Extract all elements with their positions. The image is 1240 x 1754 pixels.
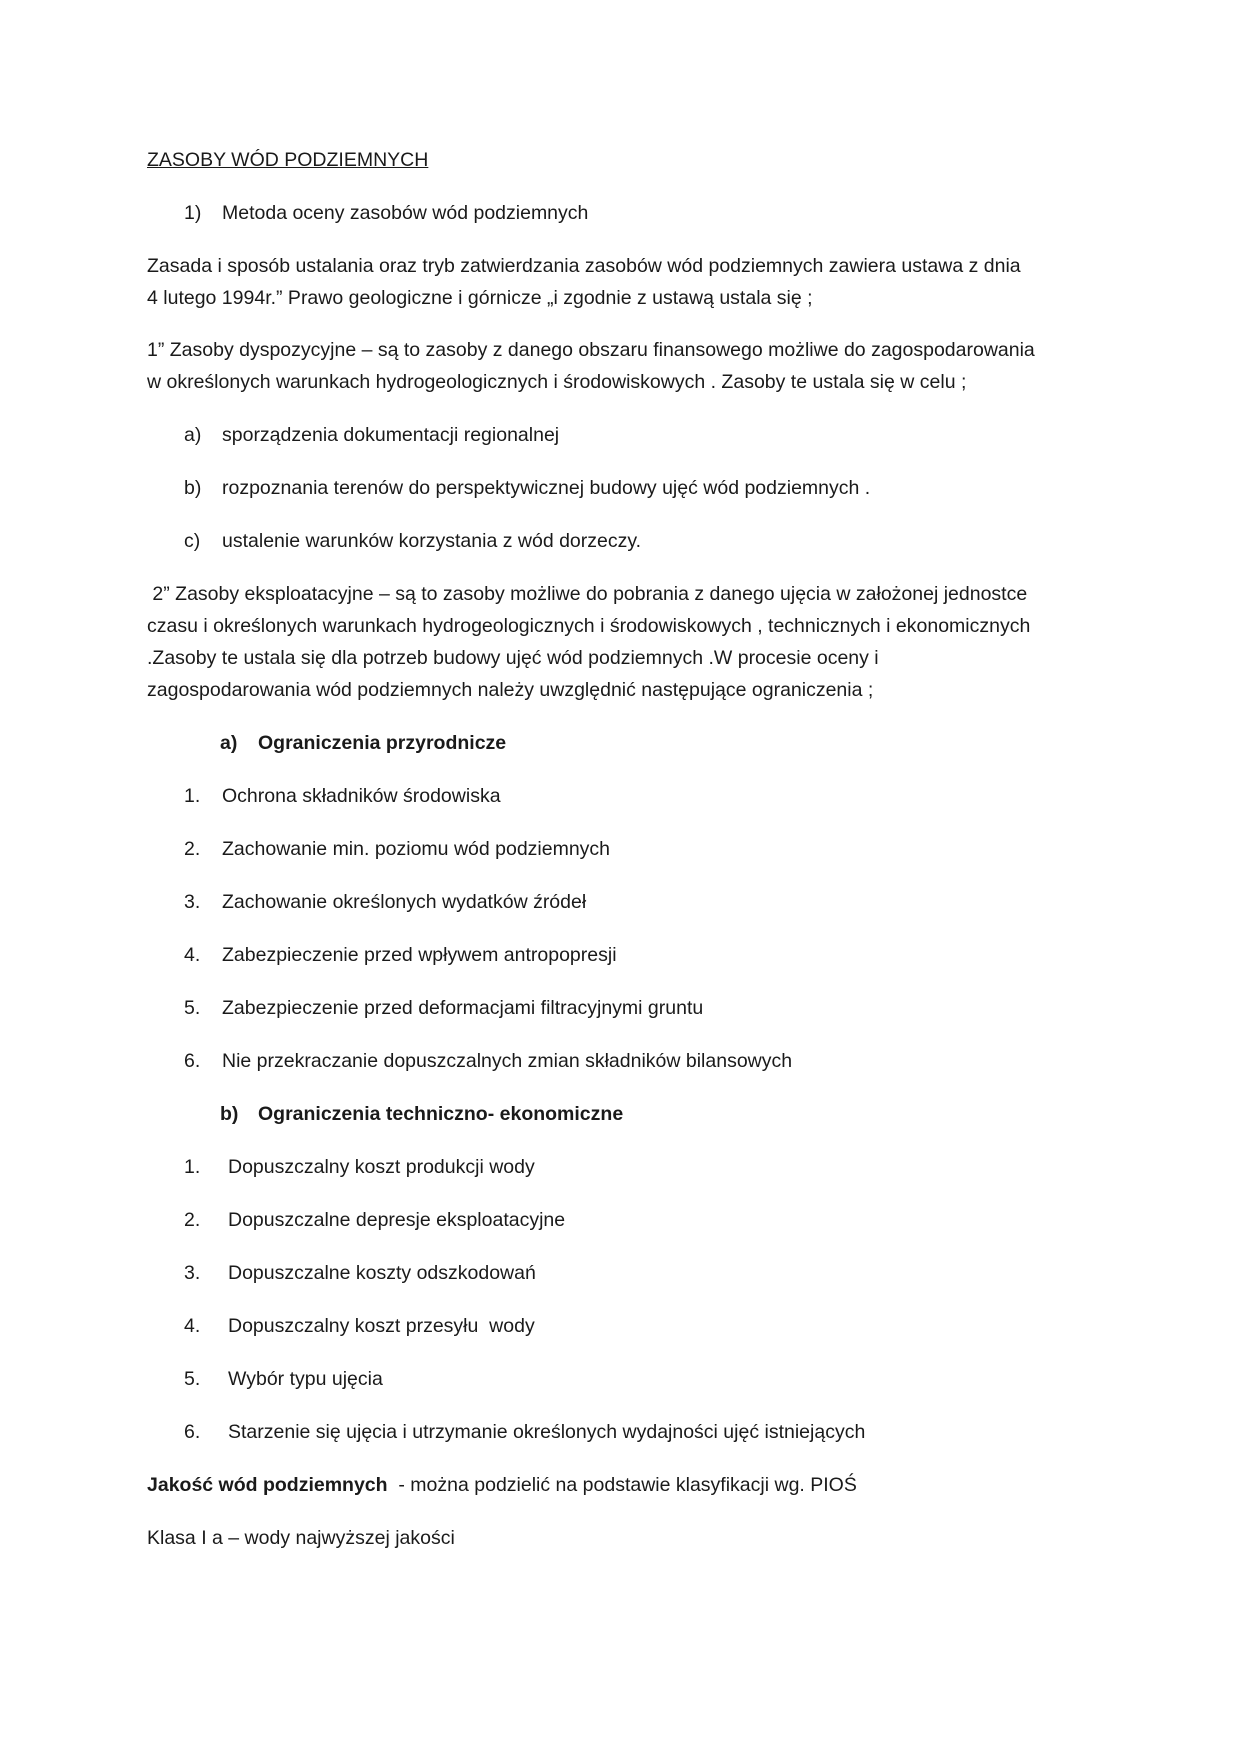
quality-line (147, 1476, 857, 1496)
list-item: Zachowanie min. poziomu wód podziemnych (222, 838, 611, 860)
subsection-heading: Ograniczenia przyrodnicze (258, 732, 507, 754)
list-marker: 2. (184, 838, 201, 860)
list-item: Dopuszczalne depresje eksploatacyjne (228, 1209, 566, 1231)
section-number: 1) (184, 202, 202, 224)
list-marker: 6. (184, 1421, 201, 1443)
list-marker: 4. (184, 1315, 201, 1337)
exploitation-line: czasu i określonych warunkach hydrogeologicznych i środowiskowych , technicznych i ekonomicznych (147, 615, 1031, 637)
list-marker: a) (184, 424, 202, 446)
list-item: Starzenie się ujęcia i utrzymanie określonych wydajności ujęć istniejących (228, 1421, 866, 1443)
list-item: Ochrona składników środowiska (222, 785, 501, 807)
list-item: Zabezpieczenie przed deformacjami filtracyjnymi gruntu (222, 997, 704, 1019)
exploitation-line: zagospodarowania wód podziemnych należy uwzględnić następujące ograniczenia ; (147, 679, 874, 701)
dispositional-line: 1” Zasoby dyspozycyjne – są to zasoby z danego obszaru finansowego możliwe do zagospodarowania (147, 339, 1035, 361)
exploitation-line: 2” Zasoby eksploatacyjne – są to zasoby możliwe do pobrania z danego ujęcia w założonej jednostce (147, 583, 1028, 605)
list-item: Zabezpieczenie przed wpływem antropopresji (222, 944, 617, 966)
section-heading: Metoda oceny zasobów wód podziemnych (222, 202, 589, 224)
list-item: Dopuszczalny koszt produkcji wody (228, 1156, 535, 1178)
list-marker: 1. (184, 785, 201, 807)
list-marker: 5. (184, 1368, 201, 1390)
list-marker: b) (184, 477, 202, 499)
list-item: Dopuszczalny koszt przesyłu wody (228, 1315, 535, 1337)
list-item: Nie przekraczanie dopuszczalnych zmian składników bilansowych (222, 1050, 793, 1072)
quality-heading: Jakość wód podziemnych (147, 1474, 388, 1496)
quality-description: - można podzielić na podstawie klasyfikacji wg. PIOŚ (387, 1474, 857, 1496)
list-marker: 5. (184, 997, 201, 1019)
list-marker: 2. (184, 1209, 201, 1231)
subsection-marker: b) (220, 1103, 239, 1125)
exploitation-line: .Zasoby te ustala się dla potrzeb budowy ujęć wód podziemnych .W procesie oceny i (147, 647, 879, 669)
list-item: Zachowanie określonych wydatków źródeł (222, 891, 587, 913)
intro-line: 4 lutego 1994r.” Prawo geologiczne i górnicze „i zgodnie z ustawą ustala się ; (147, 287, 813, 309)
class-line: Klasa I a – wody najwyższej jakości (147, 1527, 455, 1549)
list-item: rozpoznania terenów do perspektywicznej budowy ujęć wód podziemnych . (222, 477, 871, 499)
list-marker: 4. (184, 944, 201, 966)
list-item: Wybór typu ujęcia (228, 1368, 383, 1390)
list-item: ustalenie warunków korzystania z wód dorzeczy. (222, 530, 642, 552)
document-title: ZASOBY WÓD PODZIEMNYCH (147, 149, 429, 171)
subsection-heading: Ograniczenia techniczno- ekonomiczne (258, 1103, 624, 1125)
list-marker: 1. (184, 1156, 201, 1178)
dispositional-line: w określonych warunkach hydrogeologicznych i środowiskowych . Zasoby te ustala się w celu ; (147, 371, 967, 393)
list-marker: c) (184, 530, 201, 552)
list-marker: 3. (184, 891, 201, 913)
intro-line: Zasada i sposób ustalania oraz tryb zatwierdzania zasobów wód podziemnych zawiera ustawa z dnia (147, 255, 1021, 277)
list-item: sporządzenia dokumentacji regionalnej (222, 424, 560, 446)
list-item: Dopuszczalne koszty odszkodowań (228, 1262, 536, 1284)
list-marker: 3. (184, 1262, 201, 1284)
list-marker: 6. (184, 1050, 201, 1072)
subsection-marker: a) (220, 732, 238, 754)
